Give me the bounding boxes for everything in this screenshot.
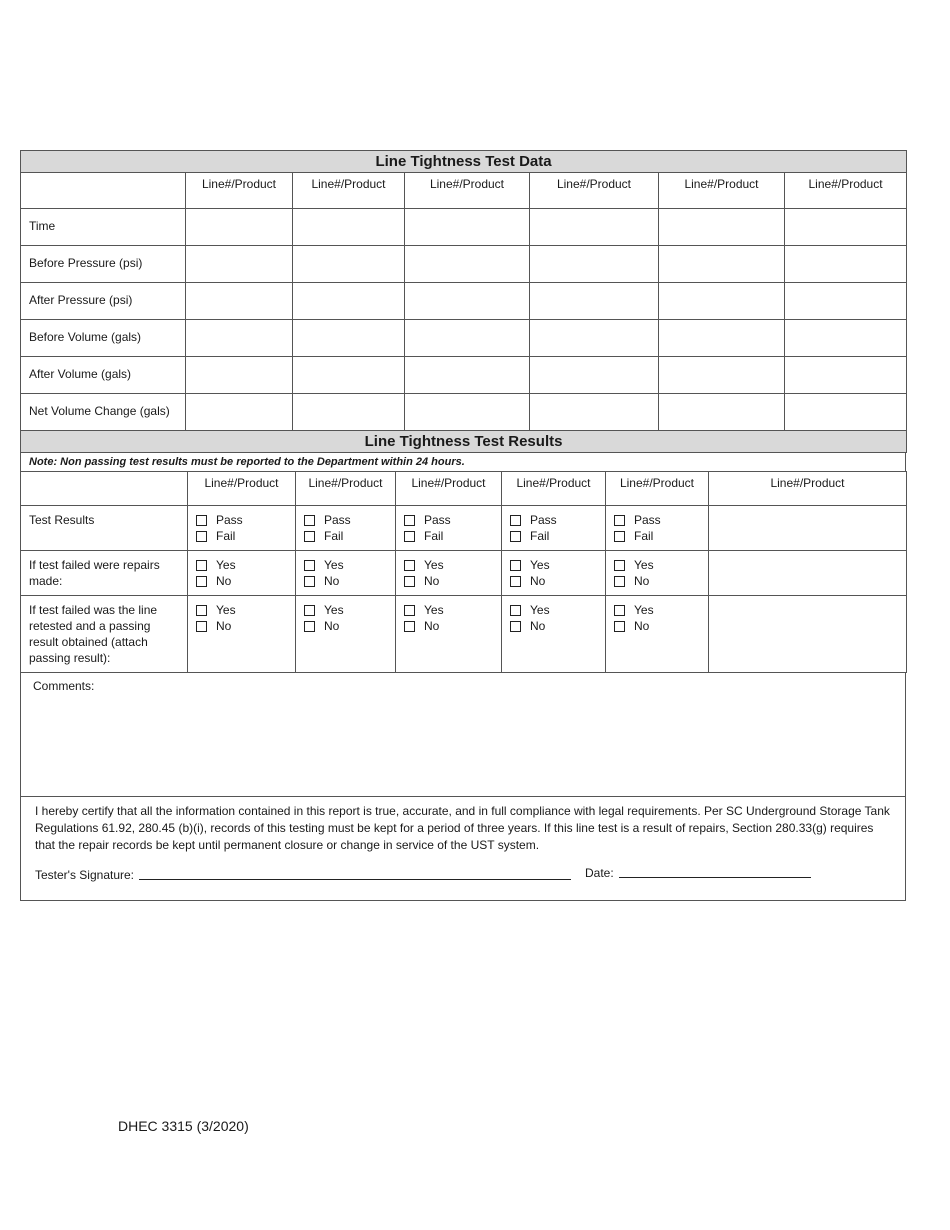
entry-cell[interactable]	[293, 357, 405, 394]
entry-cell[interactable]	[405, 283, 530, 320]
option-label: No	[216, 574, 232, 588]
option-label: Yes	[424, 603, 444, 617]
entry-cell[interactable]	[186, 283, 293, 320]
row-label: Before Pressure (psi)	[21, 246, 186, 283]
entry-cell[interactable]	[293, 283, 405, 320]
fail-checkbox[interactable]	[196, 531, 207, 542]
option-label: Pass	[424, 513, 451, 527]
comments-box[interactable]	[20, 673, 906, 797]
signature-label: Tester's Signature:	[35, 868, 135, 882]
entry-cell[interactable]	[785, 246, 907, 283]
line-test-form	[20, 150, 906, 901]
option-label: No	[530, 619, 546, 633]
entry-cell[interactable]	[186, 394, 293, 431]
checkbox-cell	[502, 596, 606, 673]
option-label: Yes	[634, 603, 654, 617]
yes-checkbox[interactable]	[196, 605, 207, 616]
option-label: Fail	[216, 529, 236, 543]
empty-cell	[709, 596, 907, 673]
entry-cell[interactable]	[405, 357, 530, 394]
entry-cell[interactable]	[785, 357, 907, 394]
checkbox-cell	[396, 506, 502, 551]
option-label: Yes	[324, 603, 344, 617]
test-results-table	[20, 471, 907, 673]
form-number: DHEC 3315 (3/2020)	[118, 1118, 249, 1134]
checkbox-cell	[606, 551, 709, 596]
option-label: No	[634, 574, 650, 588]
table-row	[21, 209, 907, 246]
certification-text: I hereby certify that all the information contained in this report is true, accurate, and in full compliance with legal requirements. Per SC Underground Storage Tank Regulations 61.92, 280.45 (b)(i), records of this testing must be kept for a period of three years. If this line test is a result of repairs, Section 280.33(g) requires that the repair records be kept until permanent closure or change in service of the UST system.	[35, 804, 890, 852]
option-label: Pass	[216, 513, 243, 527]
no-checkbox[interactable]	[614, 576, 625, 587]
entry-cell[interactable]	[530, 246, 659, 283]
entry-cell[interactable]	[530, 394, 659, 431]
option-label: Yes	[324, 558, 344, 572]
checkbox-cell	[188, 596, 296, 673]
table-row	[21, 320, 907, 357]
option-label: No	[324, 619, 340, 633]
row-label: Before Volume (gals)	[21, 320, 186, 357]
pass-checkbox[interactable]	[614, 515, 625, 526]
entry-cell[interactable]	[659, 357, 785, 394]
checkbox-cell	[296, 551, 396, 596]
option-label: Yes	[530, 558, 550, 572]
fail-checkbox[interactable]	[304, 531, 315, 542]
entry-cell[interactable]	[659, 209, 785, 246]
option-label: Fail	[324, 529, 344, 543]
column-header: Line#/Product	[396, 472, 502, 506]
entry-cell[interactable]	[659, 246, 785, 283]
entry-cell[interactable]	[785, 209, 907, 246]
column-header: Line#/Product	[502, 472, 606, 506]
corner-cell	[21, 173, 186, 209]
column-header: Line#/Product	[296, 472, 396, 506]
entry-cell[interactable]	[186, 209, 293, 246]
test-data-title: Line Tightness Test Data	[21, 151, 907, 173]
option-label: Fail	[424, 529, 444, 543]
yes-checkbox[interactable]	[614, 560, 625, 571]
no-checkbox[interactable]	[404, 621, 415, 632]
entry-cell[interactable]	[785, 394, 907, 431]
entry-cell[interactable]	[530, 320, 659, 357]
pass-checkbox[interactable]	[510, 515, 521, 526]
test-results-title: Line Tightness Test Results	[21, 431, 907, 453]
column-header: Line#/Product	[606, 472, 709, 506]
table-row	[21, 506, 907, 551]
row-label: Net Volume Change (gals)	[21, 394, 186, 431]
option-label: Yes	[424, 558, 444, 572]
no-checkbox[interactable]	[196, 621, 207, 632]
yes-checkbox[interactable]	[614, 605, 625, 616]
fail-checkbox[interactable]	[614, 531, 625, 542]
column-header: Line#/Product	[785, 173, 907, 209]
column-header: Line#/Product	[709, 472, 907, 506]
reporting-note: Note: Non passing test results must be reported to the Department within 24 hours.	[20, 453, 906, 471]
yes-checkbox[interactable]	[510, 605, 521, 616]
yes-checkbox[interactable]	[404, 605, 415, 616]
option-label: Pass	[634, 513, 661, 527]
table-row	[21, 357, 907, 394]
no-checkbox[interactable]	[510, 621, 521, 632]
entry-cell[interactable]	[186, 357, 293, 394]
entry-cell[interactable]	[530, 357, 659, 394]
checkbox-cell	[188, 551, 296, 596]
checkbox-cell	[396, 596, 502, 673]
table-row	[21, 283, 907, 320]
checkbox-cell	[502, 551, 606, 596]
no-checkbox[interactable]	[304, 576, 315, 587]
table-row	[21, 596, 907, 673]
entry-cell[interactable]	[405, 209, 530, 246]
entry-cell[interactable]	[293, 394, 405, 431]
entry-cell[interactable]	[530, 209, 659, 246]
entry-cell[interactable]	[785, 283, 907, 320]
yes-checkbox[interactable]	[304, 605, 315, 616]
column-header: Line#/Product	[293, 173, 405, 209]
fail-checkbox[interactable]	[404, 531, 415, 542]
column-header: Line#/Product	[186, 173, 293, 209]
checkbox-cell	[606, 506, 709, 551]
entry-cell[interactable]	[186, 320, 293, 357]
row-label: Test Results	[21, 506, 188, 551]
option-label: Pass	[530, 513, 557, 527]
date-line[interactable]	[619, 877, 811, 878]
entry-cell[interactable]	[785, 320, 907, 357]
pass-checkbox[interactable]	[304, 515, 315, 526]
checkbox-cell	[502, 506, 606, 551]
column-header: Line#/Product	[188, 472, 296, 506]
option-label: Yes	[634, 558, 654, 572]
option-label: No	[634, 619, 650, 633]
certification-section	[20, 797, 906, 901]
option-label: Pass	[324, 513, 351, 527]
checkbox-cell	[188, 506, 296, 551]
yes-checkbox[interactable]	[404, 560, 415, 571]
entry-cell[interactable]	[293, 209, 405, 246]
no-checkbox[interactable]	[510, 576, 521, 587]
checkbox-cell	[296, 596, 396, 673]
corner-cell	[21, 472, 188, 506]
pass-checkbox[interactable]	[404, 515, 415, 526]
option-label: No	[424, 619, 440, 633]
no-checkbox[interactable]	[304, 621, 315, 632]
no-checkbox[interactable]	[196, 576, 207, 587]
option-label: Yes	[216, 603, 236, 617]
row-label: After Pressure (psi)	[21, 283, 186, 320]
column-header: Line#/Product	[659, 173, 785, 209]
signature-line[interactable]	[139, 879, 571, 880]
entry-cell[interactable]	[659, 394, 785, 431]
option-label: No	[424, 574, 440, 588]
row-label: If test failed were repairs made:	[21, 551, 188, 596]
empty-cell	[709, 551, 907, 596]
entry-cell[interactable]	[186, 246, 293, 283]
option-label: Yes	[530, 603, 550, 617]
table-row	[21, 551, 907, 596]
pass-checkbox[interactable]	[196, 515, 207, 526]
entry-cell[interactable]	[659, 283, 785, 320]
checkbox-cell	[606, 596, 709, 673]
yes-checkbox[interactable]	[510, 560, 521, 571]
date-label: Date:	[585, 866, 614, 880]
no-checkbox[interactable]	[614, 621, 625, 632]
checkbox-cell	[296, 506, 396, 551]
test-data-table	[20, 150, 907, 453]
column-header: Line#/Product	[530, 173, 659, 209]
yes-checkbox[interactable]	[196, 560, 207, 571]
option-label: No	[324, 574, 340, 588]
option-label: Fail	[634, 529, 654, 543]
table-row	[21, 246, 907, 283]
column-header: Line#/Product	[405, 173, 530, 209]
option-label: Fail	[530, 529, 550, 543]
option-label: No	[530, 574, 546, 588]
option-label: Yes	[216, 558, 236, 572]
entry-cell[interactable]	[405, 246, 530, 283]
checkbox-cell	[396, 551, 502, 596]
row-label: If test failed was the line retested and a passing result obtained (attach passing result):	[21, 596, 188, 673]
entry-cell[interactable]	[530, 283, 659, 320]
option-label: No	[216, 619, 232, 633]
entry-cell[interactable]	[405, 320, 530, 357]
table-row	[21, 394, 907, 431]
row-label: After Volume (gals)	[21, 357, 186, 394]
yes-checkbox[interactable]	[304, 560, 315, 571]
entry-cell[interactable]	[659, 320, 785, 357]
entry-cell[interactable]	[405, 394, 530, 431]
empty-cell	[709, 506, 907, 551]
row-label: Time	[21, 209, 186, 246]
no-checkbox[interactable]	[404, 576, 415, 587]
entry-cell[interactable]	[293, 320, 405, 357]
entry-cell[interactable]	[293, 246, 405, 283]
fail-checkbox[interactable]	[510, 531, 521, 542]
comments-label: Comments:	[33, 679, 95, 693]
